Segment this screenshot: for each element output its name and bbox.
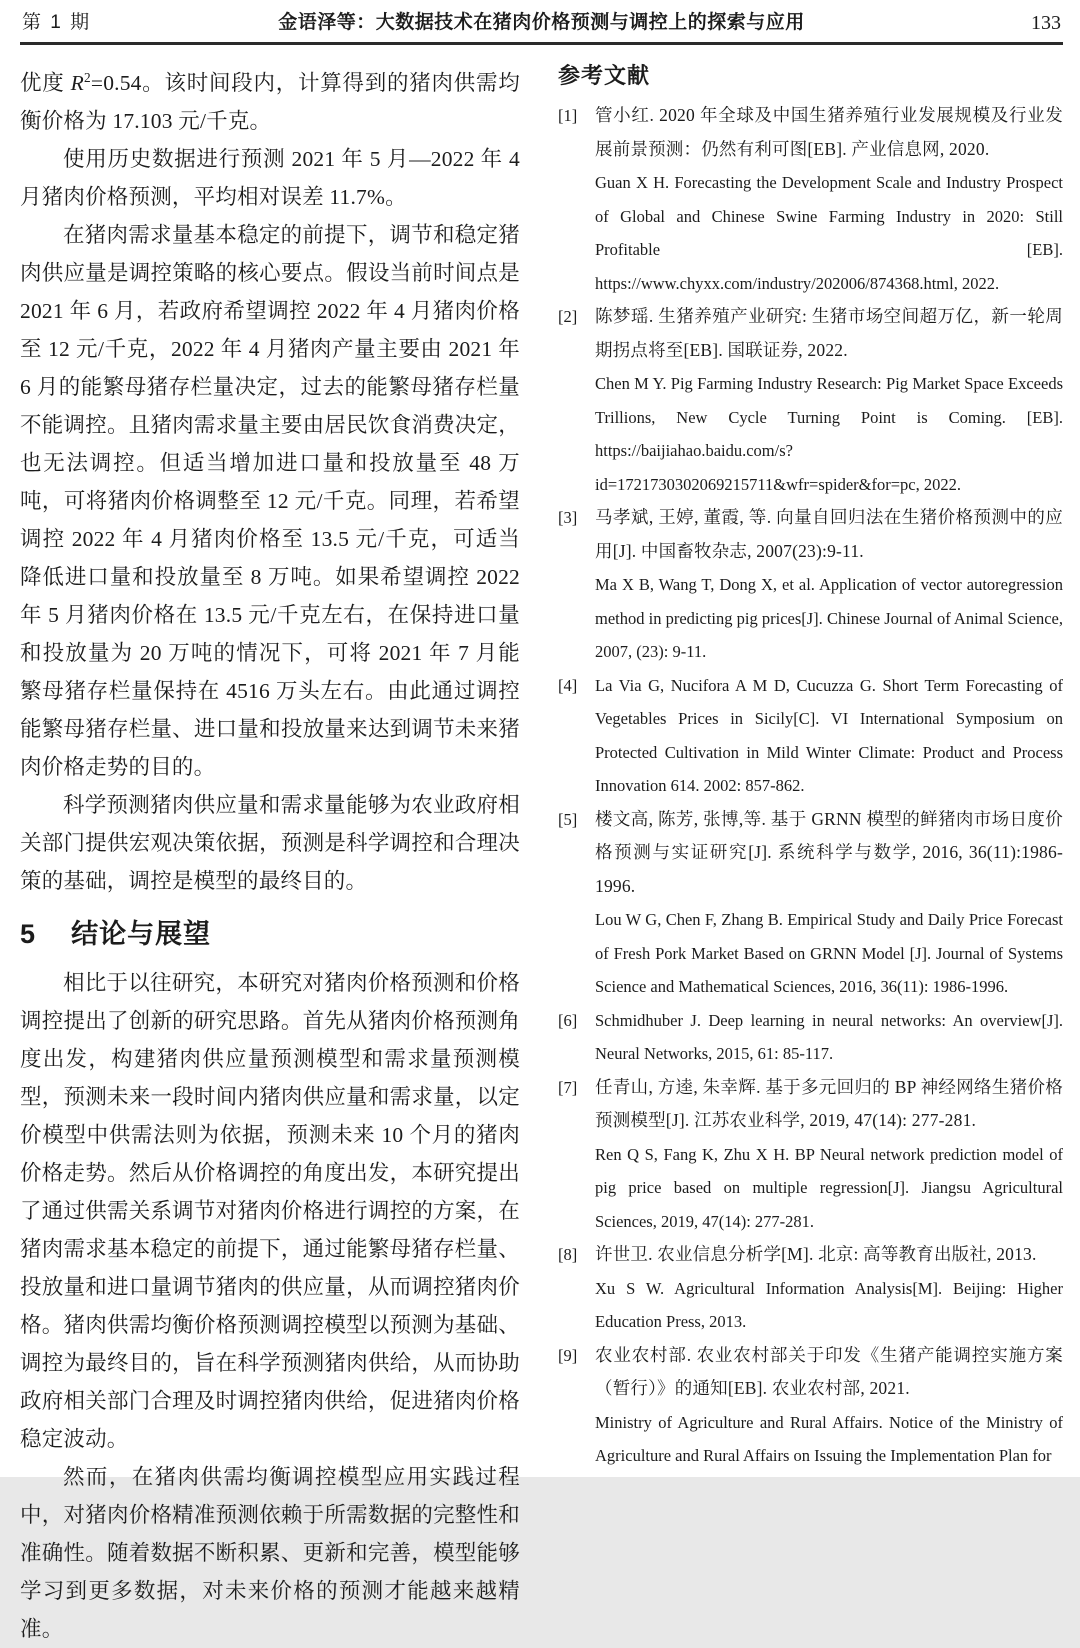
paragraph-historical-forecast: 使用历史数据进行预测 2021 年 5 月—2022 年 4 月猪肉价格预测，平均相对误差 11.7%。 <box>20 147 520 210</box>
reference-text-en: Xu S W. Agricultural Information Analysis[M]. Beijing: Higher Education Press, 2013. <box>595 1278 1063 1331</box>
header-rule <box>20 42 1063 45</box>
paragraph-goodness-of-fit <box>20 59 520 140</box>
section-number: 5 <box>20 919 37 950</box>
reference-body <box>595 669 1063 803</box>
paragraph-conclusion-summary: 相比于以往研究，本研究对猪肉价格预测和价格调控提出了创新的研究思路。首先从猪肉价格预测角度出发，构建猪肉供应量预测模型和需求量预测模型，预测未来一段时间内猪肉供应量和需求量，以定价模型中供需法则为依据，预测未来 10 个月的猪肉价格走势。然后从价格调控的角度出发，本研究提出了通过供需关系调节对猪肉价格进行调控的方案，在猪肉需求基本稳定的前提下，通过能繁母猪存栏量、投放量和进口量调节猪肉的供应量，从而调控猪肉价格。猪肉供需均衡价格预测调控模型以预测为基础、调控为最终目的，旨在科学预测猪肉供给，从而协助政府相关部门合理及时调控猪肉供给，促进猪肉价格稳定波动。 <box>20 971 520 1452</box>
section-heading-conclusion <box>20 917 520 951</box>
reference-item-5 <box>558 803 1063 1004</box>
reference-body <box>595 1004 1063 1071</box>
reference-body <box>595 1238 1063 1339</box>
references-column <box>558 59 1063 1648</box>
paragraph-scientific-forecast: 科学预测猪肉供应量和需求量能够为农业政府相关部门提供宏观决策依据，预测是科学调控和合理决策的基础，调控是模型的最终目的。 <box>20 793 520 894</box>
r-squared-exponent: 2 <box>84 70 91 85</box>
reference-number: [4] <box>558 675 578 695</box>
p1-rest: =0.54。该时间段内，计算得到的猪肉供需均衡价格为 17.103 元/千克。 <box>20 71 520 134</box>
issue-label: 第 1 期 <box>22 12 92 33</box>
reference-text-en: La Via G, Nucifora A M D, Cucuzza G. Short Term Forecasting of Vegetables Prices in Sicily[C]. VI International Symposium on Protected Cultivation in Mild Winter Climate: Product and Process Innovation 614. 2002: 857-862. <box>595 675 1063 795</box>
reference-item-2 <box>558 300 1063 501</box>
reference-number: [9] <box>558 1345 578 1365</box>
reference-body <box>595 1071 1063 1239</box>
running-title: 金语泽等：大数据技术在猪肉价格预测与调控上的探索与应用 <box>278 12 805 33</box>
r-squared-symbol: R <box>70 71 84 96</box>
reference-text-en: Guan X H. Forecasting the Development Scale and Industry Prospect of Global and Chinese Swine Farming Industry in 2020: Still Profitable [EB]. https://www.chyxx.com/industry/202006/874368.html, 2022. <box>595 173 1063 293</box>
reference-number: [6] <box>558 1010 578 1030</box>
left-column <box>20 59 520 1648</box>
reference-item-4 <box>558 669 1063 803</box>
reference-item-6 <box>558 1004 1063 1071</box>
reference-body <box>595 99 1063 300</box>
reference-item-7 <box>558 1071 1063 1239</box>
reference-text-en: Chen M Y. Pig Farming Industry Research: Pig Market Space Exceeds Trillions, New Cycle Turning Point is Coming. [EB]. https://baijiahao.baidu.com/s?id=1721730302069215711&wfr=spider&for=pc, 2022. <box>595 374 1063 494</box>
reference-number: [1] <box>558 106 578 125</box>
reference-text-en: Ministry of Agriculture and Rural Affairs. Notice of the Ministry of Agriculture and Rural Affairs on Issuing the Implementation Plan for <box>595 1412 1063 1465</box>
p1-prefix: 优度 <box>20 71 71 96</box>
reference-item-9 <box>558 1339 1063 1473</box>
reference-number: [7] <box>558 1077 578 1097</box>
reference-text-en: Ren Q S, Fang K, Zhu X H. BP Neural network prediction model of pig price based on multiple regression[J]. Jiangsu Agricultural Sciences, 2019, 47(14): 277-281. <box>595 1144 1063 1231</box>
reference-item-1 <box>558 99 1063 300</box>
reference-number: [3] <box>558 508 578 527</box>
paragraph-limitations: 然而，在猪肉供需均衡调控模型应用实践过程中，对猪肉价格精准预测依赖于所需数据的完整性和准确性。随着数据不断积累、更新和完善，模型能够学习到更多数据，对未来价格的预测才能越来越精准。 <box>20 1465 520 1642</box>
reference-number: [5] <box>558 809 578 829</box>
reference-text-cn: 陈梦瑶. 生猪养殖产业研究: 生猪市场空间超万亿，新一轮周期拐点将至[EB]. 国联证券, 2022. <box>595 306 1063 360</box>
reference-item-8 <box>558 1238 1063 1339</box>
section-title: 结论与展望 <box>71 919 212 950</box>
reference-text-cn: 管小红. 2020 年全球及中国生猪养殖行业发展规模及行业发展前景预测：仍然有利可图[EB]. 产业信息网, 2020. <box>595 105 1063 159</box>
reference-text-cn: 任青山, 方逵, 朱幸辉. 基于多元回归的 BP 神经网络生猪价格预测模型[J]. 江苏农业科学, 2019, 47(14): 277-281. <box>595 1076 1063 1130</box>
reference-text-cn: 楼文高, 陈芳, 张博,等. 基于 GRNN 模型的鲜猪肉市场日度价格预测与实证研究[J]. 系统科学与数学, 2016, 36(11):1986-1996. <box>595 808 1063 896</box>
reference-number: [2] <box>558 307 578 326</box>
reference-text-en: Lou W G, Chen F, Zhang B. Empirical Study and Daily Price Forecast of Fresh Pork Market Based on GRNN Model [J]. Journal of Systems Science and Mathematical Sciences, 2016, 36(11): 1986-1996. <box>595 910 1063 996</box>
reference-number: [8] <box>558 1245 578 1264</box>
reference-body <box>595 1339 1063 1473</box>
references-heading: 参考文献 <box>558 63 651 88</box>
page-number: 133 <box>1031 12 1061 34</box>
reference-body <box>595 300 1063 501</box>
reference-text-cn: 农业农村部. 农业农村部关于印发《生猪产能调控实施方案（暂行）》的通知[EB]. 农业农村部, 2021. <box>595 1344 1063 1398</box>
reference-item-3 <box>558 501 1063 669</box>
reference-body <box>595 803 1063 1004</box>
reference-text-cn: 马孝斌, 王婷, 董霞, 等. 向量自回归法在生猪价格预测中的应用[J]. 中国畜牧杂志, 2007(23):9-11. <box>595 507 1063 561</box>
reference-text-cn: 许世卫. 农业信息分析学[M]. 北京: 高等教育出版社, 2013. <box>595 1244 1037 1264</box>
reference-text-en: Ma X B, Wang T, Dong X, et al. Application of vector autoregression method in predicting pig prices[J]. Chinese Journal of Animal Science, 2007, (23): 9-11. <box>595 575 1063 661</box>
running-header <box>20 8 1063 38</box>
reference-body <box>595 501 1063 669</box>
paragraph-regulation-scenarios: 在猪肉需求量基本稳定的前提下，调节和稳定猪肉供应量是调控策略的核心要点。假设当前时间点是 2021 年 6 月，若政府希望调控 2022 年 4 月猪肉价格至 12 元/千克，2022 年 4 月猪肉产量主要由 2021 年 6 月的能繁母猪存栏量决定，过去的能繁母猪存栏量不能调控。且猪肉需求量主要由居民饮食消费决定，也无法调控。但适当增加进口量和投放量至 48 万吨，可将猪肉价格调整至 12 元/千克。同理，若希望调控 2022 年 4 月猪肉价格至 13.5 元/千克，可适当降低进口量和投放量至 8 万吨。如果希望调控 2022 年 5 月猪肉价格在 13.5 元/千克左右，在保持进口量和投放量为 20 万吨的情况下，可将 2021 年 7 月能繁母猪存栏量保持在 4516 万头左右。由此通过调控能繁母猪存栏量、进口量和投放量来达到调节未来猪肉价格走势的目的。 <box>20 223 520 780</box>
two-column-body <box>20 59 1063 1648</box>
reference-text-en: Schmidhuber J. Deep learning in neural networks: An overview[J]. Neural Networks, 2015, 61: 85-117. <box>595 1010 1063 1063</box>
